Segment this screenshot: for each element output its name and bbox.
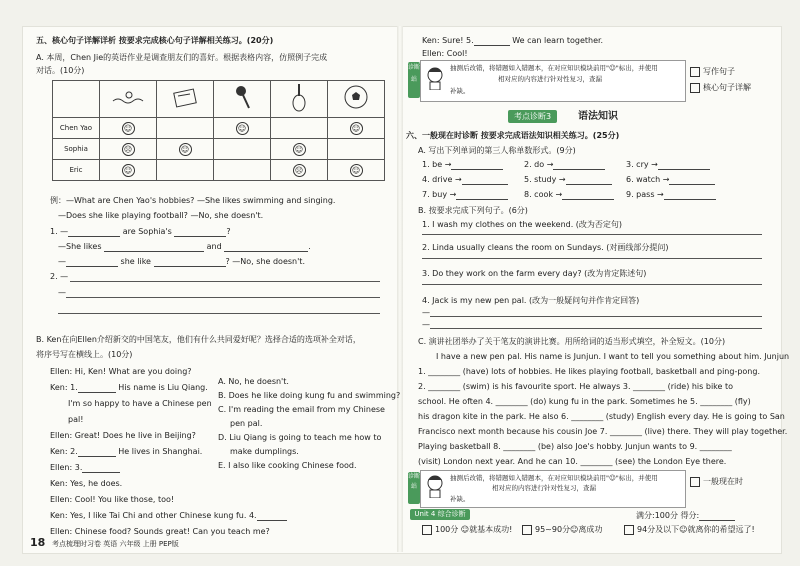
sentence-task: 1. I wash my clothes on the weekend. (改为否定句) [422,220,623,229]
mark-cell: ☺ [100,160,157,181]
mark-cell [214,160,271,181]
checkbox-present-tense[interactable]: 一般现在时 [690,476,743,487]
q1-line-a: 1. — are Sophia's ? [50,227,231,236]
partA-intro-1: A. 本周，Chen Jie的英语作业是调查朋友们的喜好。根据表格内容，仿照例子完成 [36,53,328,62]
page-number: 18 [30,536,46,549]
row-name: Chen Yao [53,118,100,139]
mark-cell [271,118,328,139]
answer-line[interactable] [58,312,380,314]
sentence-task: 4. Jack is my new pen pal. (改为一般疑问句并作肯定回答) [422,296,640,305]
passage-line: his dragon kite in the park. He also 6. ________ (study) English every day. He is going to San [418,412,785,421]
checkbox-core-sentence[interactable]: 核心句子详解 [690,82,751,93]
answer-blank[interactable] [66,258,118,267]
answer-blank[interactable] [68,228,120,237]
dialog-line: Ken: Yes, I like Tai Chi and other Chinese kung fu. 4. [50,510,287,521]
dialog-line: Ellen: 3. [50,462,120,473]
answer-blank[interactable] [78,448,116,457]
mark-cell: ☹ [271,160,328,181]
dialog-line: Ellen: Cool! [422,49,468,58]
page-spine [397,26,403,552]
football-icon [328,81,385,118]
tip-badge: 诊断站 [408,62,420,98]
answer-blank[interactable] [154,258,226,267]
word-item: 4. drive → [422,174,508,185]
passage-line: 2. ________ (swim) is his favourite sport. He always 3. ________ (ride) his bike to [418,382,734,391]
answer-blank[interactable] [553,161,605,170]
option-item: make dumplings. [230,447,299,456]
answer-blank[interactable] [82,464,120,473]
score-blank[interactable] [699,512,735,521]
hobby-table [52,80,385,181]
mark-cell [157,160,214,181]
passage-line: I have a new pen pal. His name is Junjun. I want to tell you something about him. Junjun [436,352,790,361]
tip-text: 补缺。 [450,495,470,503]
answer-line[interactable] [422,283,762,285]
word-item: 5. study → [524,174,612,185]
answer-line[interactable] [66,296,380,298]
option-item: E. I also like cooking Chinese food. [218,461,357,470]
checkbox-box [522,525,532,535]
dialog-line: Ellen: Great! Does he live in Beijing? [50,431,196,440]
mark-cell: ☺ [271,139,328,160]
answer-dash: — [422,320,430,329]
passage-line: school. He often 4. ________ (do) kung fu in the park. Sometimes he 5. ________ (fly) [418,397,751,406]
tip-text: 补缺。 [450,87,470,95]
option-item: A. No, he doesn't. [218,377,289,386]
q1-line-b: —She likes and . [58,242,311,251]
answer-blank[interactable] [78,384,116,393]
example-line-2: —Does she like playing football? —No, she doesn't. [58,211,264,220]
mark-cell: ☹ [100,139,157,160]
answer-blank[interactable] [451,161,503,170]
partA-intro-2: 对话。(10分) [36,66,85,75]
checkbox-box [690,67,700,77]
checkbox-box [690,477,700,487]
score-label: 满分:100分 得分: [636,510,735,521]
dialog-line: Ken: Sure! 5. We can learn together. [422,36,604,45]
answer-dash: — [422,308,430,317]
table-row [53,118,385,139]
section-banner-title: 语法知识 [578,111,618,122]
answer-blank[interactable] [664,191,716,200]
partB-intro-2: 将序号写在横线上。(10分) [36,350,133,359]
microphone-icon [214,81,271,118]
checkbox-box [690,83,700,93]
passage-line: Playing basketball 8. ________ (be) also Joe's hobby. Junjun wants to 9. ________ [418,442,732,451]
mark-cell: ☺ [328,118,385,139]
answer-blank[interactable] [257,512,287,521]
tip-text: 相对应的内容进行针对性复习，查漏 [492,484,596,492]
answer-blank[interactable] [562,191,614,200]
q2-dash: — [58,288,66,297]
answer-blank[interactable] [566,176,612,185]
q2-label: 2. — [50,272,69,281]
answer-blank[interactable] [658,161,710,170]
dialog-line: Ken: 1. His name is Liu Qiang. [50,383,208,392]
table-icon-row [53,81,385,118]
score-option-3[interactable]: 94分及以下☺就离你的希望远了! [624,524,755,535]
passage-line: Francisco next month because his cousin Joe 7. ________ (live) there. They will play together. [418,427,788,436]
option-item: pen pal. [230,419,263,428]
partB-title: B. 按要求完成下列句子。(6分) [418,206,528,215]
mark-cell [157,118,214,139]
answer-blank[interactable] [462,176,508,185]
answer-line[interactable] [430,315,762,317]
answer-blank[interactable] [474,37,510,46]
swimming-icon [100,81,157,118]
checkbox-box [624,525,634,535]
tip-text: 抽测后改错，将错题如入错题本，在对应知识模块前用"☺"标出，并使用 [450,64,658,72]
partC-title: C. 演讲社团举办了关于笔友的演讲比赛。用所给词的适当形式填空，补全短文。(10分) [418,337,726,346]
answer-blank[interactable] [104,243,204,252]
score-option-2[interactable]: 95~90分☺离成功 [522,524,602,535]
word-item: 3. cry → [626,159,710,170]
sentence-task: 3. Do they work on the farm every day? (改为肯定陈述句) [422,269,647,278]
answer-line[interactable] [422,257,762,259]
row-name: Sophia [53,139,100,160]
tip-badge: 诊断站 [408,472,420,504]
partB-intro-1: B. Ken在向Ellen介绍新交的中国笔友，他们有什么共同爱好呢？选择合适的选项补全对话， [36,335,361,344]
checkbox-box [422,525,432,535]
student-icon [424,66,446,90]
word-item: 2. do → [524,159,605,170]
table-row [53,139,385,160]
section5-title: 五、核心句子详解详析 按要求完成核心句子详解相关练习。(20分) [36,36,274,45]
dialog-line: Ellen: Hi, Ken! What are you doing? [50,367,192,376]
sentence-task: 2. Linda usually cleans the room on Sundays. (对画线部分提问) [422,243,669,252]
example-line-1: 例：—What are Chen Yao's hobbies? —She likes swimming and singing. [50,196,336,205]
partA-title: A. 写出下列单词的第三人称单数形式。(9分) [418,146,576,155]
answer-line[interactable] [422,233,762,235]
pipa-icon [271,81,328,118]
row-name: Eric [53,160,100,181]
dialog-line: I'm so happy to have a Chinese pen [68,399,212,408]
dialog-line: pal! [68,415,84,424]
passage-line: (visit) London next year. And he can 10. ________ (see) the London Eye there. [418,457,727,466]
passage-line: 1. ________ (have) lots of hobbies. He likes playing football, basketball and ping-pong. [418,367,760,376]
dialog-line: Ken: 2. He lives in Shanghai. [50,447,203,456]
mark-cell: ☺ [157,139,214,160]
mark-cell [328,139,385,160]
word-item: 7. buy → [422,189,508,200]
unit-badge: Unit 4 综合诊断 [410,509,470,520]
option-item: C. I'm reading the email from my Chinese [218,405,385,414]
mark-cell: ☺ [214,118,271,139]
answer-line[interactable] [430,327,762,329]
mark-cell: ☺ [100,118,157,139]
dialog-line: Ken: Yes, he does. [50,479,123,488]
checkbox-writing[interactable]: 写作句子 [690,66,735,77]
answer-line[interactable] [70,280,380,282]
q1-line-c: — she like ? —No, she doesn't. [58,257,305,266]
dialog-line: Ellen: Cool! You like those, too! [50,495,175,504]
option-item: D. Liu Qiang is going to teach me how to [218,433,382,442]
page-footer: 考点梳理时习卷 英语 六年级 上册 PEP版 [52,540,179,548]
table-row [53,160,385,181]
section-banner: 考点诊断3 [508,110,557,123]
answer-blank[interactable] [456,191,508,200]
option-item: B. Does he like doing kung fu and swimming? [218,391,401,400]
student-icon [424,474,446,498]
word-item: 8. cook → [524,189,614,200]
word-item: 9. pass → [626,189,716,200]
section6-title: 六、一般现在时诊断 按要求完成语法知识相关练习。(25分) [406,131,620,140]
tip-text: 相对应的内容进行针对性复习，查漏 [498,75,602,83]
mark-cell: ☺ [328,160,385,181]
answer-blank[interactable] [174,228,226,237]
table-corner-cell [53,81,100,118]
score-option-1[interactable]: 100分 ☺就基本成功! [422,524,512,535]
tip-text: 抽测后改错，将错题如入错题本，在对应知识模块前用"☺"标出，并使用 [450,474,658,482]
answer-blank[interactable] [669,176,715,185]
dialog-line: Ellen: Chinese food? Sounds great! Can you teach me? [50,527,270,536]
reading-icon [157,81,214,118]
mark-cell [214,139,271,160]
answer-blank[interactable] [224,243,308,252]
word-item: 6. watch → [626,174,715,185]
word-item: 1. be → [422,159,503,170]
